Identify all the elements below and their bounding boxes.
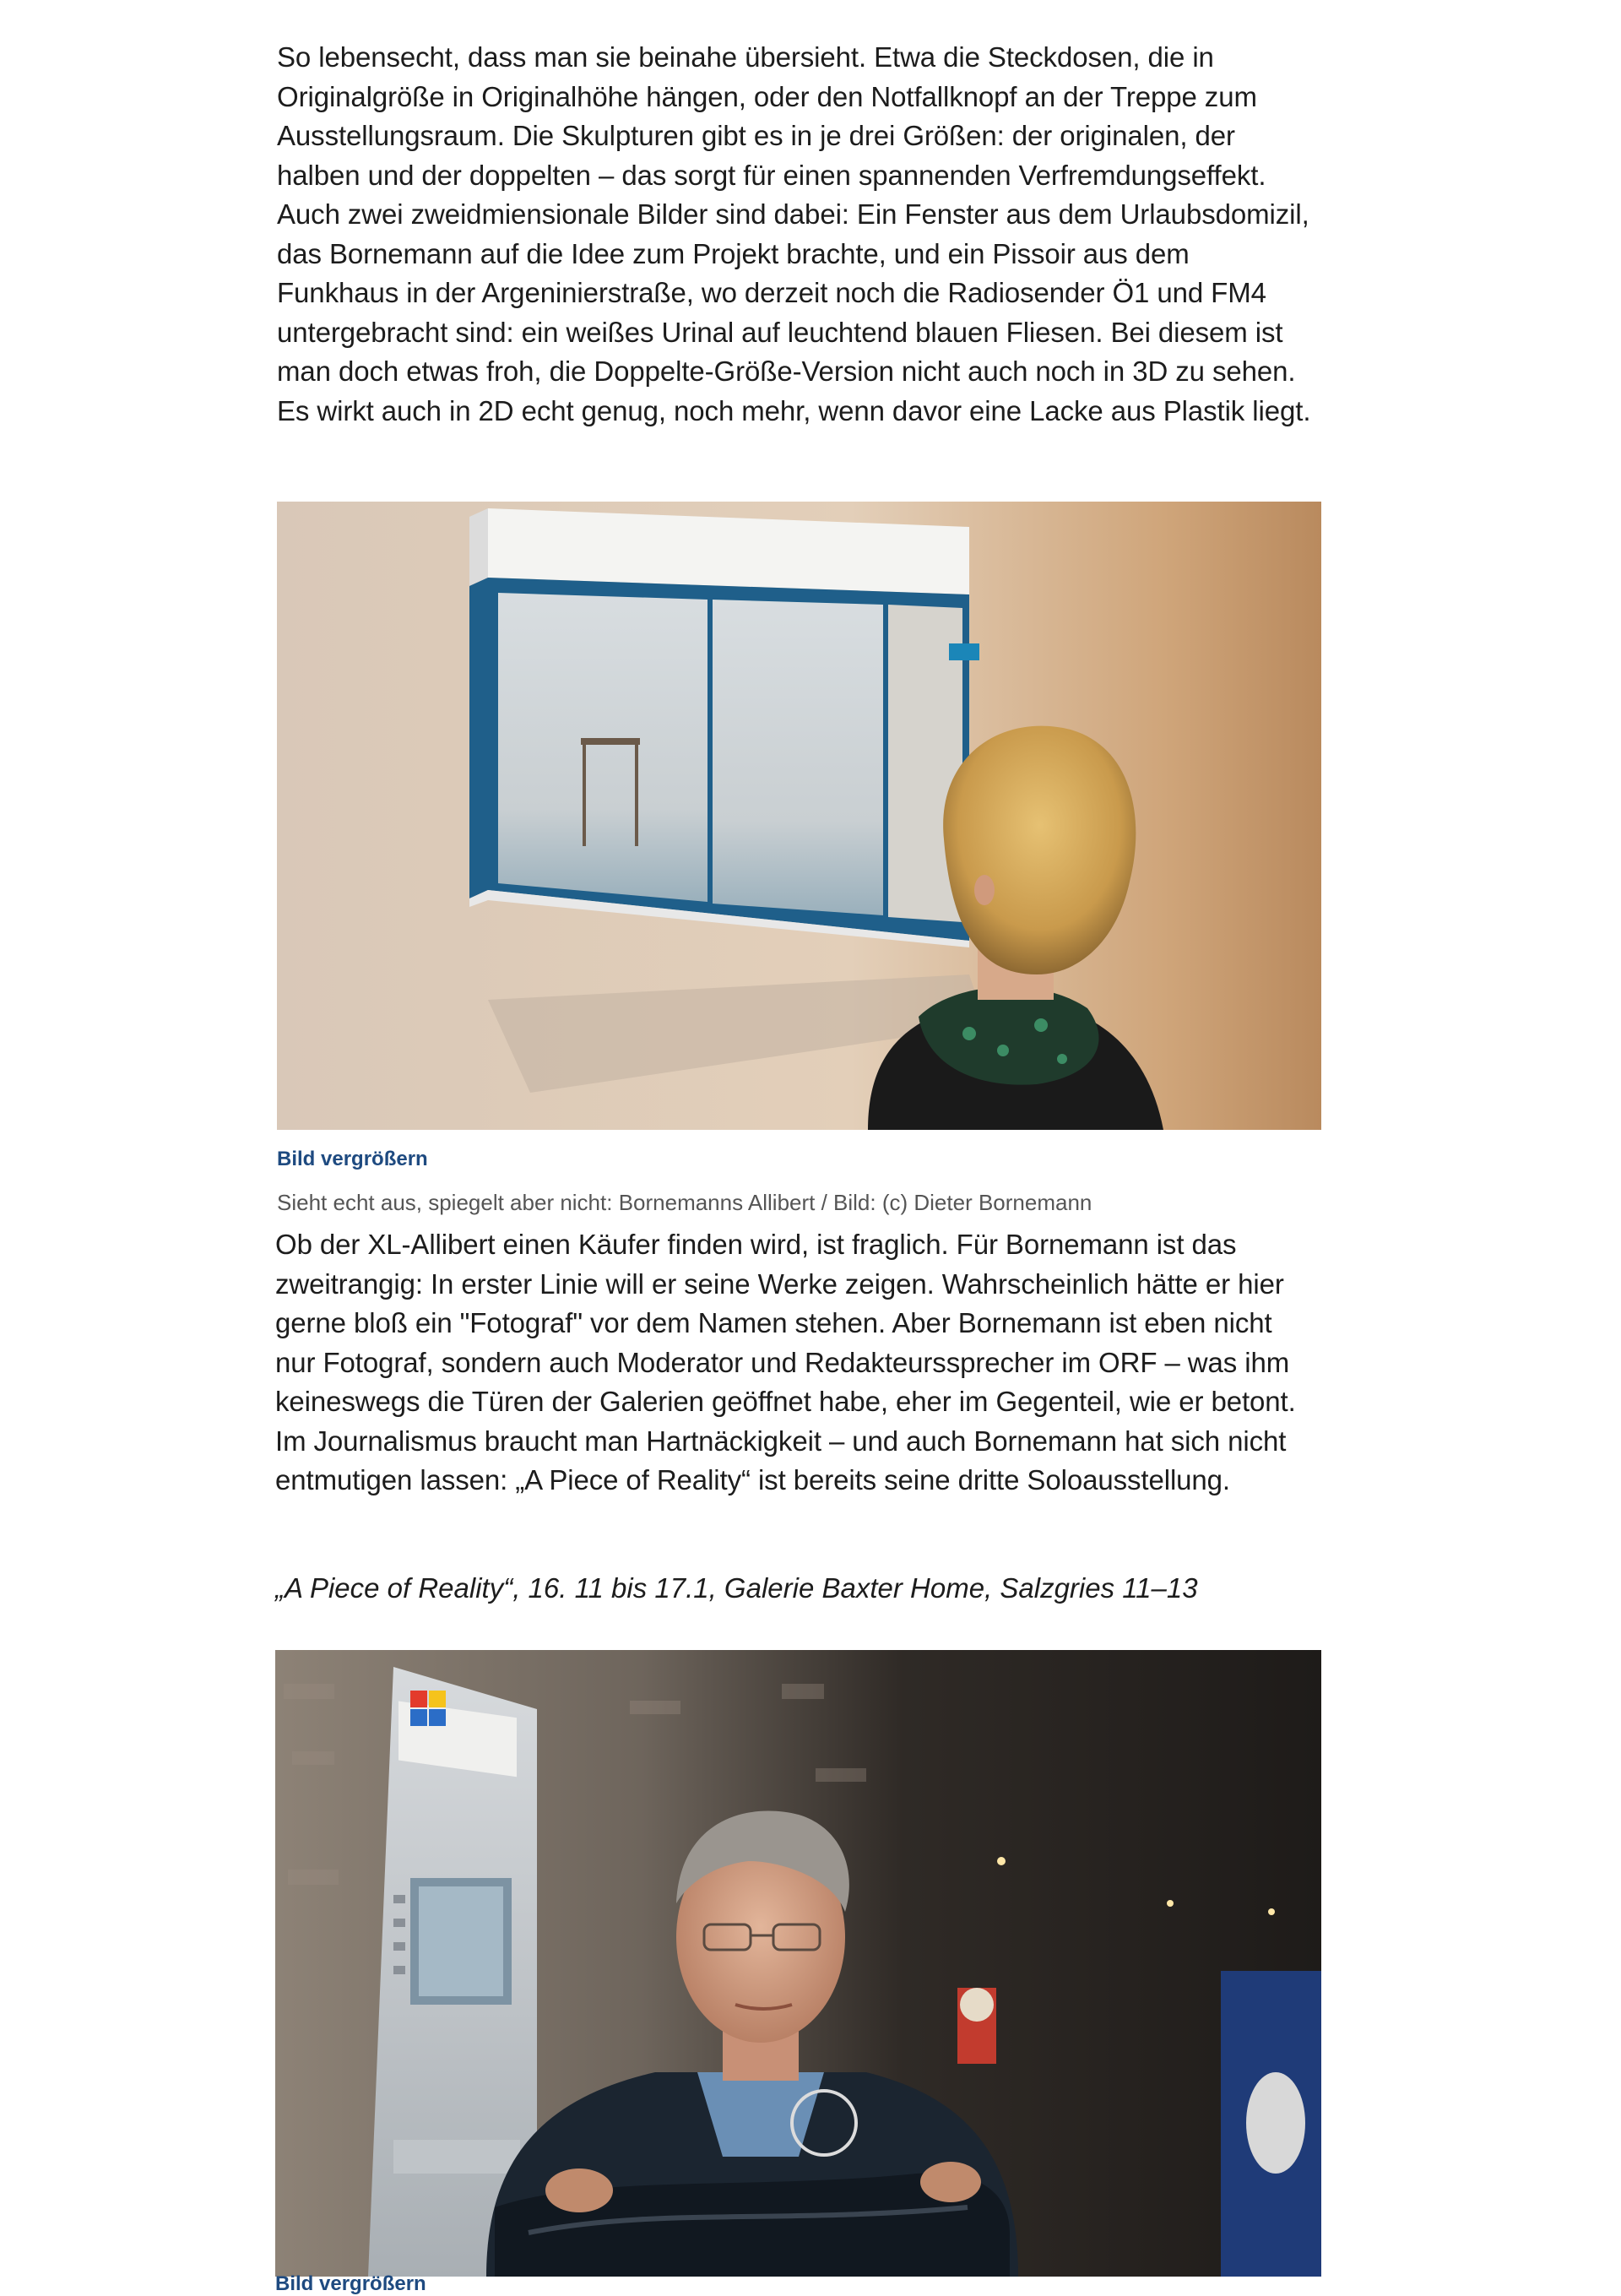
article-paragraph-1: So lebensecht, dass man sie beinahe übersieht. Etwa die Steckdosen, die in Originalgröße in Originalhöhe hängen, oder den Notfallknopf an der Treppe zum Ausstellungsraum. Die Skulpturen gibt es in je drei Größen: der originalen, der halben und der doppelten – das sorgt für einen spannenden Verfremdungseffekt. Auch zwei zweidmiensionale Bilder sind dabei: Ein Fenster aus dem Urlaubsdomizil, das Bornemann auf die Idee zum Projekt brachte, und ein Pissoir aus dem Funkhaus in der Argeninierstraße, wo derzeit noch die Radiosender Ö1 und FM4 untergebracht sind: ein weißes Urinal auf leuchtend blauen Fliesen. Bei diesem ist man doch etwas froh, die Doppelte-Größe-Version nicht auch noch in 3D zu sehen. Es wirkt auch in 2D echt genug, noch mehr, wenn davor eine Lacke aus Plastik liegt. [277, 41, 1311, 426]
image-caption-1: Sieht echt aus, spiegelt aber nicht: Bornemanns Allibert / Bild: (c) Dieter Bornemann [277, 1190, 1092, 1215]
enlarge-image-link-1[interactable]: Bild vergrößern [277, 1148, 428, 1170]
photo-mirror-cabinet[interactable] [277, 502, 1321, 1130]
photo-portrait-atm[interactable] [275, 1650, 1321, 2277]
enlarge-image-link-2[interactable]: Bild vergrößern [275, 2272, 426, 2295]
photo-portrait-illustration [275, 1650, 1321, 2277]
photo-mirror-cabinet-illustration [277, 502, 1321, 1130]
article-paragraph-2: Ob der XL-Allibert einen Käufer finden wird, ist fraglich. Für Bornemann ist das zweitrangig: In erster Linie will er seine Werke zeigen. Wahrscheinlich hätte er hier gerne bloß ein "Fotograf" vor dem Namen stehen. Aber Bornemann ist eben nicht nur Fotograf, sondern auch Moderator und Redakteurssprecher im ORF – was ihm keineswegs die Türen der Galerien geöffnet habe, eher im Gegenteil, wie er betont. Im Journalismus braucht man Hartnäckigkeit – und auch Bornemann hat sich nicht entmutigen lassen: „A Piece of Reality“ ist bereits seine dritte Soloausstellung. [275, 1229, 1296, 1495]
event-info: „A Piece of Reality“, 16. 11 bis 17.1, Galerie Baxter Home, Salzgries 11–13 [275, 1572, 1198, 1604]
